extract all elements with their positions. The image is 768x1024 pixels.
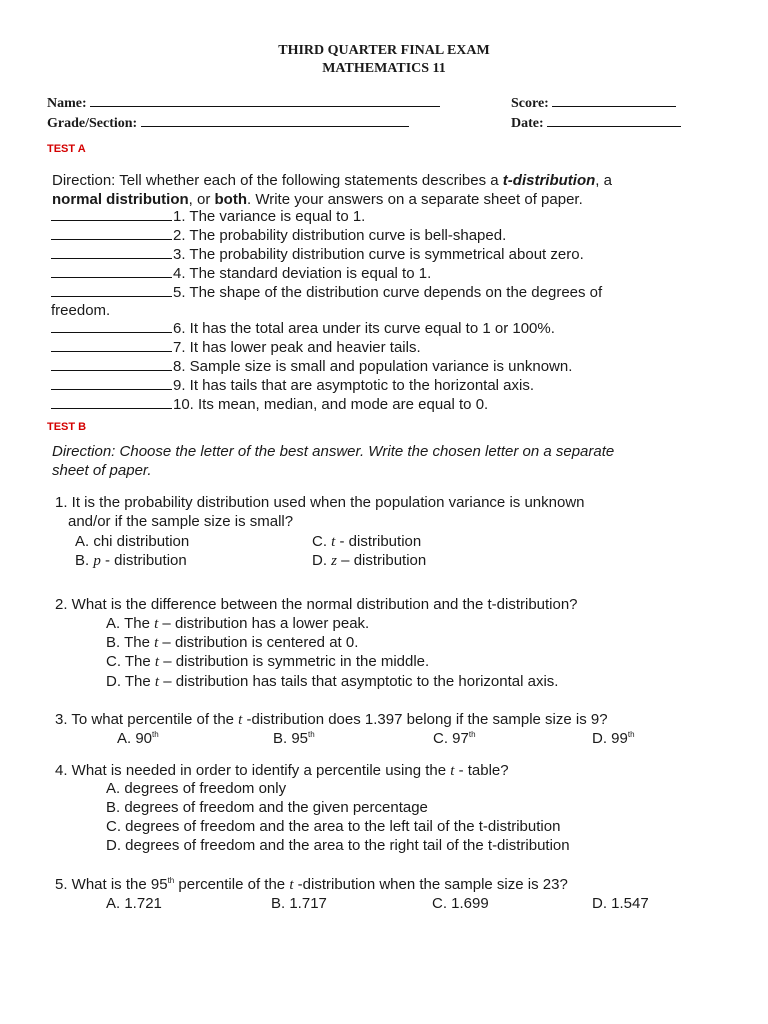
question-3-stem xyxy=(55,711,608,729)
superscript: th xyxy=(152,730,159,739)
date-blank xyxy=(547,125,681,127)
stem-text: 3. To what percentile of the xyxy=(55,711,239,728)
name-label: Name: xyxy=(47,96,87,111)
grade-field xyxy=(47,116,409,132)
opt-text: B. 95 xyxy=(273,730,309,747)
q4-option-b: B. degrees of freedom and the given percentage xyxy=(106,799,428,816)
exam-subject: MATHEMATICS 11 xyxy=(322,61,446,76)
answer-blank xyxy=(51,396,172,409)
stem-text: -distribution when the sample size is 23? xyxy=(293,876,568,893)
opt-text: C. 97 xyxy=(433,730,469,747)
test-a-item xyxy=(51,227,506,244)
opt-text: – distribution xyxy=(337,552,427,569)
direction-bold-both: both xyxy=(214,191,247,208)
q5-option-a: A. 1.721 xyxy=(106,895,162,912)
math-var: t xyxy=(154,654,160,670)
math-var: t xyxy=(154,616,159,632)
answer-blank xyxy=(51,208,172,221)
question-5-stem xyxy=(55,876,568,894)
q3-option-b xyxy=(273,730,315,747)
direction-text: , or xyxy=(188,191,215,208)
item-text: 9. It has tails that are asymptotic to the horizontal axis. xyxy=(173,377,535,394)
q2-option-b xyxy=(106,634,358,652)
item-text: 7. It has lower peak and heavier tails. xyxy=(173,339,421,356)
name-field xyxy=(47,96,440,112)
answer-blank xyxy=(51,377,172,390)
q1-option-d xyxy=(312,552,426,570)
math-var: t xyxy=(154,674,160,690)
math-var: t xyxy=(450,763,455,779)
q5-option-d: D. 1.547 xyxy=(592,895,649,912)
date-label: Date: xyxy=(511,116,544,131)
opt-text: B. xyxy=(75,552,94,569)
opt-text: A. The xyxy=(106,615,155,632)
superscript: th xyxy=(468,730,476,739)
question-1-stem-cont: and/or if the sample size is small? xyxy=(68,513,294,530)
opt-text: A. 90 xyxy=(117,730,153,747)
grade-label: Grade/Section: xyxy=(47,116,138,131)
opt-text: C. The xyxy=(106,653,155,670)
q5-option-c: C. 1.699 xyxy=(432,895,489,912)
opt-text: – distribution is centered at 0. xyxy=(158,634,359,651)
opt-text: – distribution is symmetric in the middle. xyxy=(159,653,430,670)
opt-text: – distribution has a lower peak. xyxy=(158,615,370,632)
item-text: 3. The probability distribution curve is symmetrical about zero. xyxy=(173,246,584,263)
answer-blank xyxy=(51,227,172,240)
direction-text: Direction: Tell whether each of the following statements describes a xyxy=(52,172,503,189)
question-4-stem xyxy=(55,762,509,780)
q2-option-d xyxy=(106,673,558,691)
math-var: p xyxy=(93,553,101,569)
q5-option-b: B. 1.717 xyxy=(271,895,327,912)
question-1-stem: 1. It is the probability distribution used when the population variance is unknown xyxy=(55,494,585,511)
q3-option-a xyxy=(117,730,159,747)
stem-text: 5. What is the 95 xyxy=(55,876,168,893)
q4-option-d: D. degrees of freedom and the area to the right tail of the t-distribution xyxy=(106,837,570,854)
grade-blank xyxy=(141,125,409,127)
q1-option-c xyxy=(312,533,421,551)
math-var: z xyxy=(331,553,338,569)
question-2-stem: 2. What is the difference between the normal distribution and the t-distribution? xyxy=(55,596,578,613)
opt-text: - distribution xyxy=(100,552,187,569)
test-a-direction-line2 xyxy=(52,191,583,208)
stem-text: -distribution does 1.397 belong if the sample size is 9? xyxy=(242,711,608,728)
name-blank xyxy=(90,105,440,107)
math-var: t xyxy=(154,635,159,651)
opt-text: D. The xyxy=(106,673,155,690)
answer-blank xyxy=(51,358,172,371)
math-var: t xyxy=(331,534,336,550)
item-text: 10. Its mean, median, and mode are equal to 0. xyxy=(173,396,489,413)
opt-text: C. xyxy=(312,533,332,550)
test-a-item xyxy=(51,265,431,282)
date-field xyxy=(511,116,681,132)
test-a-item5-cont: freedom. xyxy=(51,302,111,319)
test-b-direction-line1: Direction: Choose the letter of the best answer. Write the chosen letter on a separate xyxy=(52,443,615,460)
test-b-label: TEST B xyxy=(47,421,87,433)
score-field xyxy=(511,96,676,112)
q1-option-b xyxy=(75,552,187,570)
q4-option-a: A. degrees of freedom only xyxy=(106,780,287,797)
test-a-item xyxy=(51,320,555,337)
item-text: 5. The shape of the distribution curve depends on the degrees of xyxy=(173,284,603,301)
item-text: 6. It has the total area under its curve equal to 1 or 100%. xyxy=(173,320,555,337)
stem-text: percentile of the xyxy=(174,876,290,893)
test-a-direction-line1 xyxy=(52,172,612,189)
q3-option-c xyxy=(433,730,476,747)
q2-option-a xyxy=(106,615,369,633)
test-a-item xyxy=(51,339,421,356)
direction-text: , a xyxy=(595,172,612,189)
q4-option-c: C. degrees of freedom and the area to the left tail of the t-distribution xyxy=(106,818,561,835)
math-var: t xyxy=(238,712,243,728)
exam-title: THIRD QUARTER FINAL EXAM xyxy=(278,43,490,58)
stem-text: 4. What is needed in order to identify a percentile using the xyxy=(55,762,451,779)
opt-text: – distribution has tails that asymptotic to the horizontal axis. xyxy=(159,673,559,690)
direction-bold-normal: normal distribution xyxy=(52,191,189,208)
item-text: 8. Sample size is small and population variance is unknown. xyxy=(173,358,573,375)
direction-bold-t: t-distribution xyxy=(502,172,596,189)
math-var: t xyxy=(289,877,294,893)
score-blank xyxy=(552,105,676,107)
q2-option-c xyxy=(106,653,429,671)
stem-text: - table? xyxy=(454,762,509,779)
answer-blank xyxy=(51,284,172,297)
item-text: 4. The standard deviation is equal to 1. xyxy=(173,265,432,282)
opt-text: D. 99 xyxy=(592,730,628,747)
answer-blank xyxy=(51,320,172,333)
opt-text: B. The xyxy=(106,634,155,651)
direction-text: . Write your answers on a separate sheet of paper. xyxy=(247,191,583,208)
test-a-item xyxy=(51,208,365,225)
answer-blank xyxy=(51,339,172,352)
test-b-direction-line2: sheet of paper. xyxy=(52,462,152,479)
q1-option-a: A. chi distribution xyxy=(75,533,190,550)
answer-blank xyxy=(51,265,172,278)
superscript: th xyxy=(308,730,315,739)
item-text: 1. The variance is equal to 1. xyxy=(173,208,366,225)
item-text: 2. The probability distribution curve is bell-shaped. xyxy=(173,227,507,244)
opt-text: - distribution xyxy=(335,533,422,550)
test-a-item xyxy=(51,377,534,394)
test-a-label: TEST A xyxy=(47,143,86,155)
opt-text: D. xyxy=(312,552,332,569)
answer-blank xyxy=(51,246,172,259)
superscript: th xyxy=(627,730,635,739)
q3-option-d xyxy=(592,730,635,747)
score-label: Score: xyxy=(511,96,549,111)
superscript: th xyxy=(167,876,175,885)
test-a-item xyxy=(51,246,584,263)
test-a-item xyxy=(51,284,602,301)
test-a-item xyxy=(51,396,488,413)
test-a-item xyxy=(51,358,572,375)
